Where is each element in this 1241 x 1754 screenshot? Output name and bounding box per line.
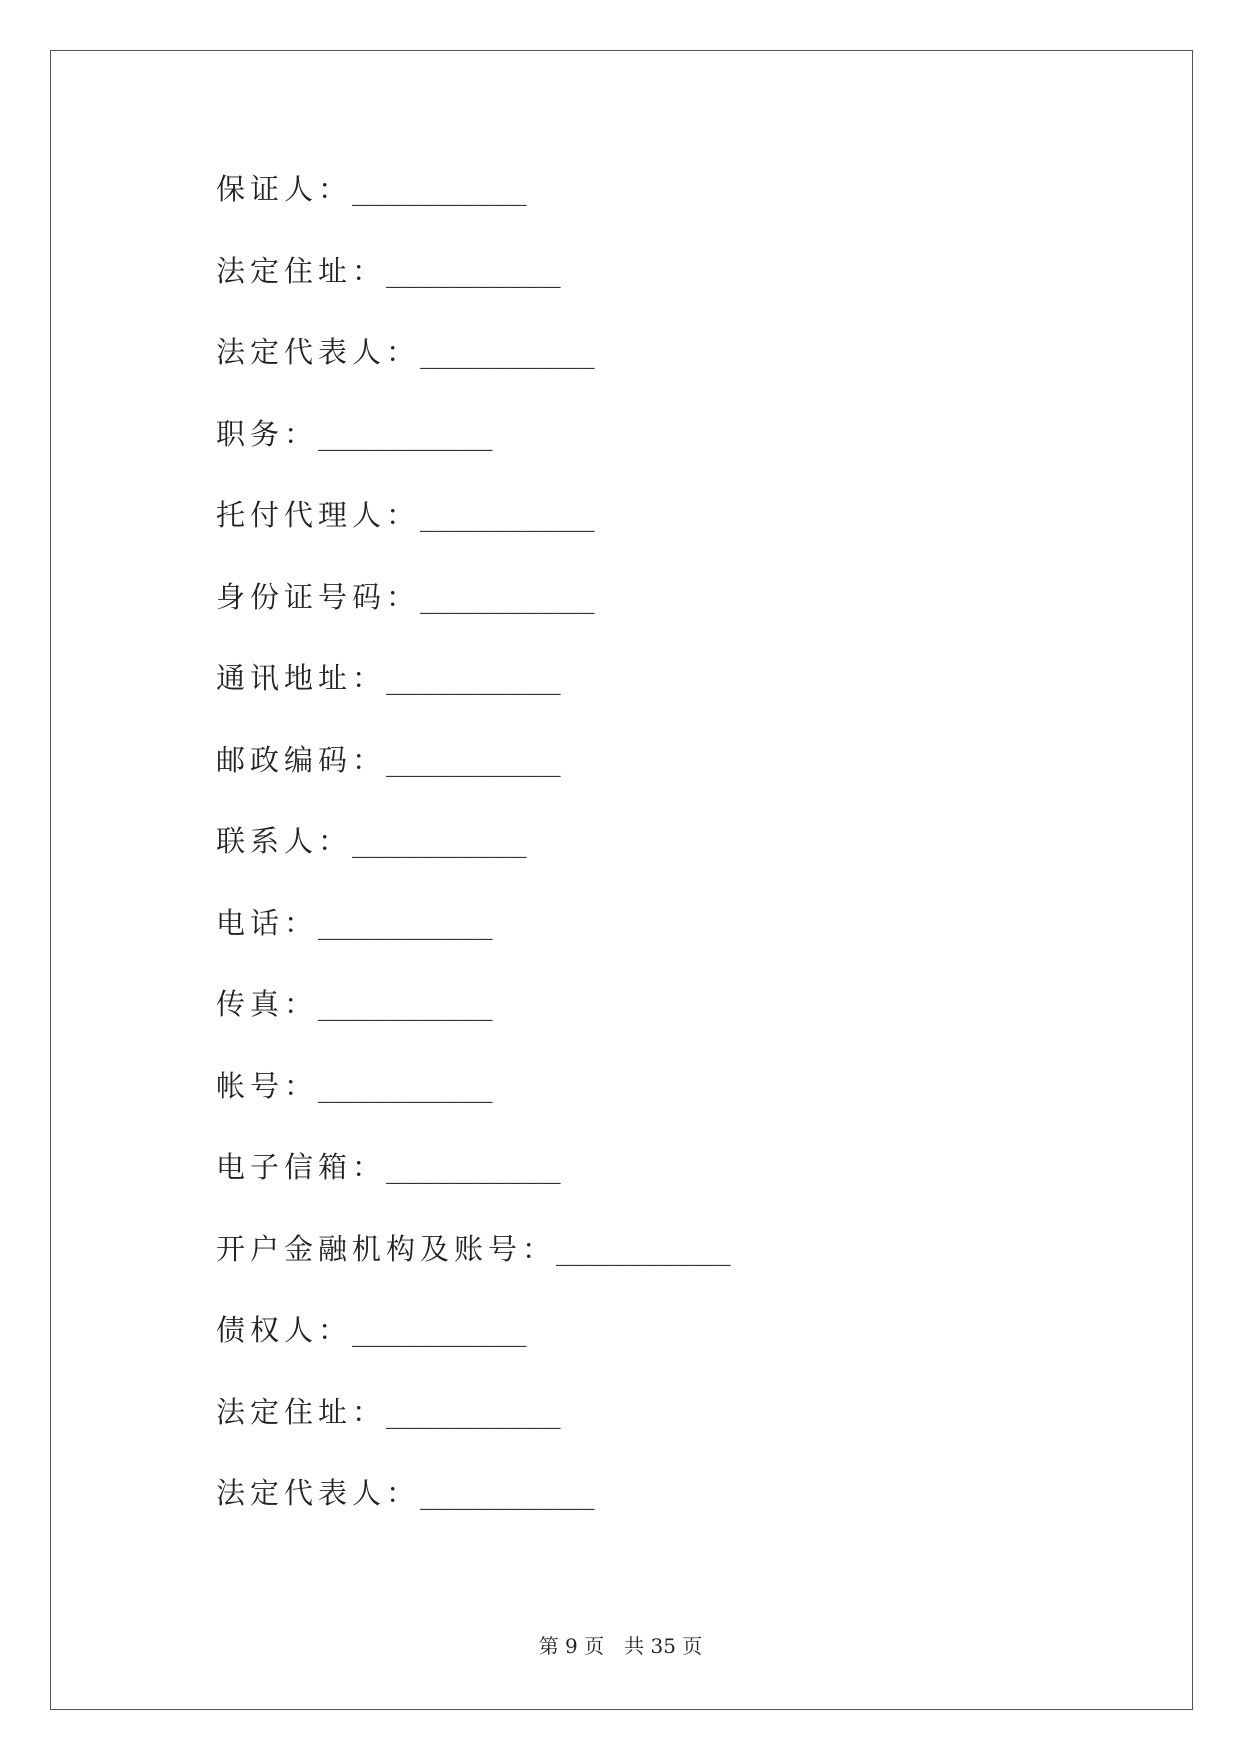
field-account-number [216,1060,731,1142]
field-legal-representative [216,326,731,408]
field-legal-address [216,245,731,327]
field-creditor [216,1304,731,1386]
field-label: 通讯地址： [216,661,387,695]
field-label: 保证人： [216,172,353,206]
field-label: 法定住址： [216,253,387,288]
field-label: 职务： [216,416,319,451]
field-label: 传真： [216,987,319,1021]
field-blank: __________ [352,1313,527,1347]
field-position [216,408,731,490]
field-label: 电话： [216,905,319,940]
field-authorized-agent [216,489,731,571]
field-label: 帐号： [216,1068,319,1103]
field-guarantor [216,163,731,245]
field-label: 法定代表人： [216,1476,421,1510]
field-blank: __________ [386,1394,561,1429]
field-blank: __________ [386,1150,561,1184]
field-phone [216,897,731,979]
field-blank: __________ [318,905,493,940]
field-blank: __________ [352,172,527,206]
field-email [216,1141,731,1223]
field-fax [216,978,731,1060]
field-bank-and-account [216,1223,731,1305]
field-id-number [216,571,731,653]
field-blank: __________ [352,824,527,858]
party-info-list [216,163,731,1549]
field-label: 联系人： [216,824,353,858]
field-label: 电子信箱： [216,1150,387,1184]
field-label: 邮政编码： [216,742,387,777]
field-mailing-address [216,652,731,734]
field-creditor-legal-address [216,1386,731,1468]
field-blank: __________ [420,498,595,532]
field-label: 开户金融机构及账号： [216,1231,557,1266]
field-blank: __________ [420,335,595,369]
page-number-footer: 第 9 页 共 35 页 [538,1634,703,1658]
field-blank: __________ [556,1231,731,1266]
field-blank: __________ [386,742,561,777]
field-blank: __________ [386,661,561,695]
field-blank: __________ [386,253,561,288]
field-contact-person [216,815,731,897]
field-label: 托付代理人： [216,498,421,532]
field-label: 债权人： [216,1313,353,1347]
field-label: 法定代表人： [216,335,421,369]
field-label: 法定住址： [216,1394,387,1429]
field-blank: __________ [318,1068,493,1103]
field-creditor-legal-representative [216,1467,731,1549]
field-blank: __________ [420,1476,595,1510]
field-postal-code [216,734,731,816]
field-blank: __________ [318,416,493,451]
field-blank: __________ [420,579,595,614]
field-label: 身份证号码： [216,579,421,614]
field-blank: __________ [318,987,493,1021]
